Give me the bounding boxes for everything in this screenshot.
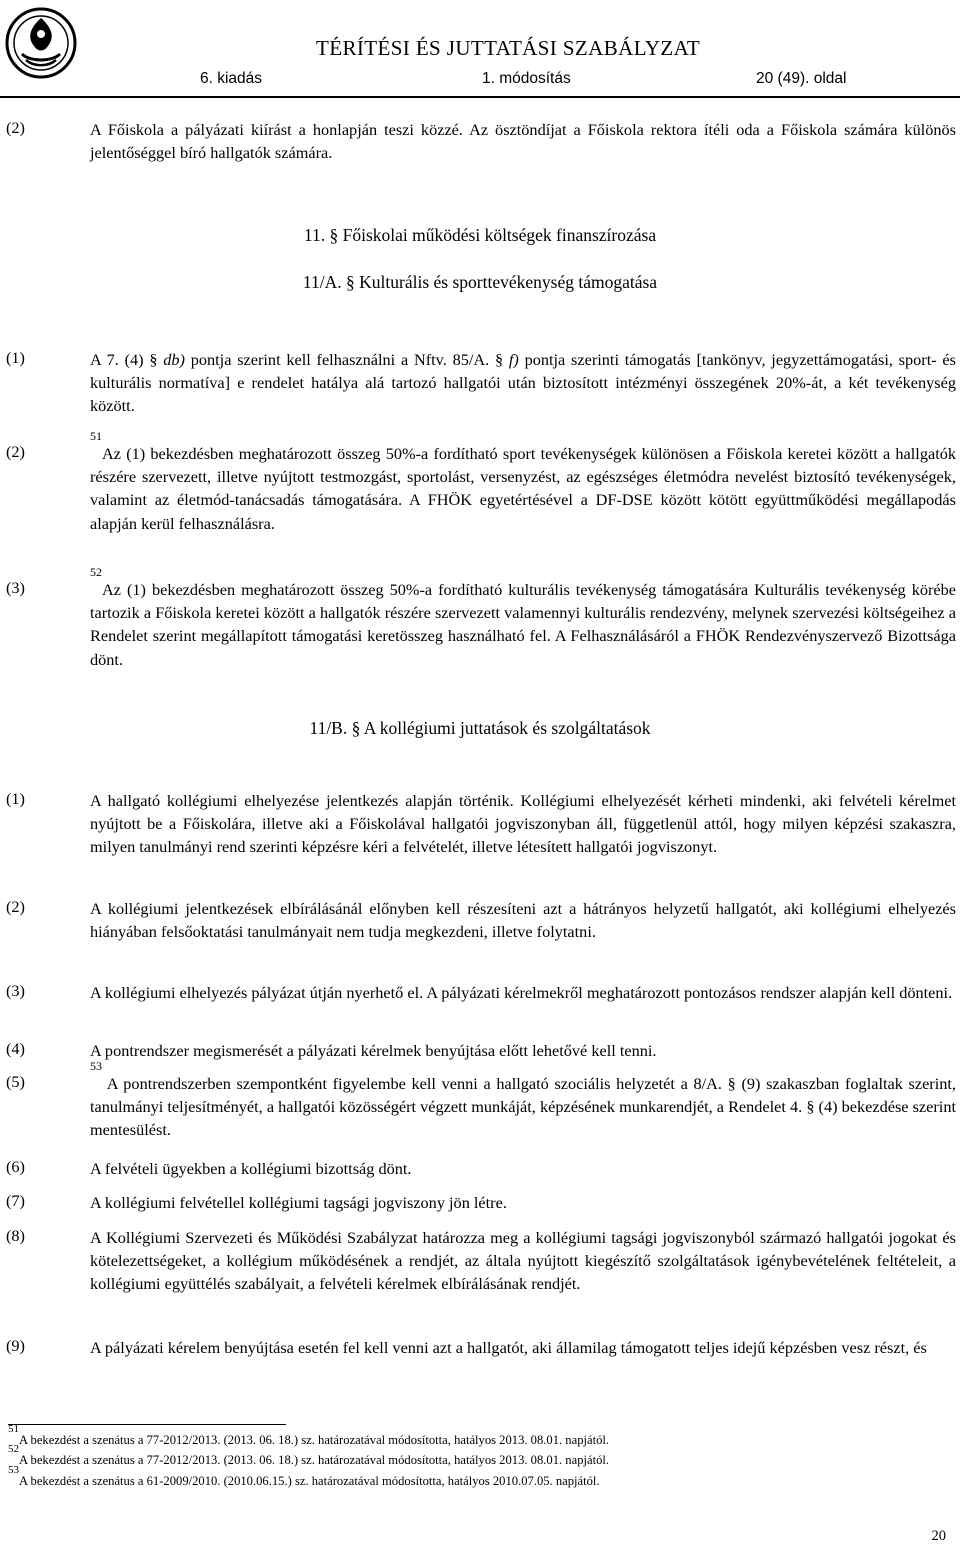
document-title: TÉRÍTÉSI ÉS JUTTATÁSI SZABÁLYZAT bbox=[316, 36, 701, 60]
institution-seal-logo bbox=[4, 6, 78, 80]
paragraph-text: A pályázati kérelem benyújtása esetén fel kell venni azt a hallgatót, aki államilag támogatott teljes idejű képzésben vesz részt, és bbox=[90, 1338, 927, 1357]
footnote-divider bbox=[8, 1424, 286, 1425]
paragraph-number: (3) bbox=[6, 981, 25, 1000]
footnote-ref: 52 bbox=[90, 565, 102, 579]
paragraph-number: (1) bbox=[6, 789, 25, 808]
paragraph-number: (1) bbox=[6, 348, 25, 367]
footnote: $^{52}$A bekezdést a szenátus a 77-2012/2013. (2013. 06. 18.) sz. határozatával módosította, hatályos 2013. 08.01. napjától. bbox=[8, 1443, 610, 1467]
footnote-ref: 51 bbox=[90, 429, 102, 443]
section-heading-11: 11. § Főiskolai működési költségek finanszírozása bbox=[303, 225, 657, 245]
paragraph-text: A felvételi ügyekben a kollégiumi bizottság dönt. bbox=[90, 1159, 412, 1178]
footnote: $^{51}$A bekezdést a szenátus a 77-2012/2013. (2013. 06. 18.) sz. határozatával módosította, hatályos 2013. 08.01. napjától. bbox=[8, 1423, 610, 1447]
paragraph-text: $^{53}$ A pontrendszerben szempontként figyelembe kell venni a hallgató szociális helyzetét a 8/A. § (9) szakaszban foglaltak szerint, tanulmányi teljesítményét, a hallgatói közösségért végzett munkáját, képzésének munkarendjét, a Rendelet 4. § (4) bekezdése szerint mentesülést. bbox=[90, 1059, 956, 1140]
paragraph-number: (3) bbox=[6, 578, 25, 597]
modification-label: 1. módosítás bbox=[482, 70, 571, 87]
paragraph-text: A Főiskola a pályázati kiírást a honlapján teszi közzé. Az ösztöndíjat a Főiskola rektora ítéli oda a Főiskola számára különös jelentőséggel bíró hallgatók számára. bbox=[90, 120, 956, 163]
section-heading-11a: 11/A. § Kulturális és sporttevékenység támogatása bbox=[302, 272, 658, 292]
paragraph-text: A kollégiumi elhelyezés pályázat útján nyerhető el. A pályázati kérelmekről meghatározott pontozásos rendszer alapján kell dönteni. bbox=[90, 983, 953, 1002]
footnote: $^{53}$A bekezdést a szenátus a 61-2009/2010. (2010.06.15.) sz. határozatával módosította, hatályos 2010.07.05. napjától. bbox=[8, 1464, 600, 1488]
paragraph-number: (5) bbox=[6, 1072, 25, 1091]
header-meta bbox=[200, 70, 860, 94]
paragraph-number: (4) bbox=[6, 1039, 25, 1058]
paragraph-number: (2) bbox=[6, 897, 25, 916]
paragraph-text: A kollégiumi jelentkezések elbírálásánál előnyben kell részesíteni azt a hátrányos helyzetű hallgatót, aki kollégiumi elhelyezés hiányában felsőoktatási tanulmányait nem tudja megkezdeni, illetve folytatni. bbox=[90, 899, 956, 942]
paragraph-number: (7) bbox=[6, 1191, 25, 1210]
header-divider bbox=[0, 96, 960, 98]
paragraph-text: A pontrendszer megismerését a pályázati kérelmek benyújtása előtt lehetővé kell tenni. bbox=[90, 1041, 657, 1060]
page-reference: 20 (49). oldal bbox=[756, 70, 847, 87]
paragraph-number: (8) bbox=[6, 1226, 25, 1245]
page-number: 20 bbox=[931, 1528, 946, 1544]
paragraph-text: $^{52}$Az (1) bekezdésben meghatározott összeg 50%-a fordítható kulturális tevékenység támogatására Kulturális tevékenység körébe tartozik a Főiskola keretei között a hallgatók részére szervezett valamennyi kulturális rendezvény, melynek szervezési költségeihez a Rendelet szerint megállapított támogatási keretösszeg használható fel. A Felhasználásáról a FHÖK Rendezvényszervező Bizottsága dönt. bbox=[90, 565, 956, 669]
edition-label: 6. kiadás bbox=[200, 70, 263, 87]
footnote-ref: 53 bbox=[90, 1059, 102, 1073]
paragraph-number: (2) bbox=[6, 442, 25, 461]
paragraph-text: A 7. (4) § db) pontja szerint kell felhasználni a Nftv. 85/A. § f) pontja szerinti támogatás [tankönyv, jegyzettámogatási, sport- és kulturális normatíva] e rendelet hatálya alá tartozó hallgatói után biztosított intézményi összegének 20%-át, a két tevékenység között. bbox=[90, 350, 956, 416]
paragraph-number: (9) bbox=[6, 1336, 25, 1355]
paragraph-text: A hallgató kollégiumi elhelyezése jelentkezés alapján történik. Kollégiumi elhelyezését kérheti mindenki, aki felvételi kérelmet nyújtott be a Főiskolára, illetve aki a Főiskolával hallgatói jogviszonyban áll, függetlenül attól, hogy milyen képzési szakaszra, milyen tanulmányi rend szerinti képzésre kéri a felvételét, illetve létesített hallgatói jogviszonyt. bbox=[90, 791, 956, 857]
paragraph-number: (6) bbox=[6, 1157, 25, 1176]
section-heading-11b: 11/B. § A kollégiumi juttatások és szolgáltatások bbox=[309, 718, 651, 738]
paragraph-text: A Kollégiumi Szervezeti és Működési Szabályzat határozza meg a kollégiumi tagsági jogviszonyból származó hallgatói jogokat és kötelezettségeket, a kollégium működésének a rendjét, az általa nyújtott kiegészítő szolgáltatások igénybevételének feltételeit, a kollégiumi együttélés szabályait, a felvételi kérelmek elbírálásának rendjét. bbox=[90, 1228, 956, 1294]
paragraph-number: (2) bbox=[6, 118, 25, 137]
paragraph-text: $^{51}$Az (1) bekezdésben meghatározott összeg 50%-a fordítható sport tevékenységek különösen a Főiskola keretei között a hallgatók részére szervezett, illetve nyújtott testmozgást, sportolást, versenyzést, az egészséges életmódra nevelést biztosító tevékenységek, valamint az életmód-tanácsadás támogatására. A FHÖK egyetértésével a DF-DSE között kötött együttműködési megállapodás alapján kerül felhasználásra. bbox=[90, 429, 956, 533]
paragraph-text: A kollégiumi felvétellel kollégiumi tagsági jogviszony jön létre. bbox=[90, 1193, 507, 1212]
